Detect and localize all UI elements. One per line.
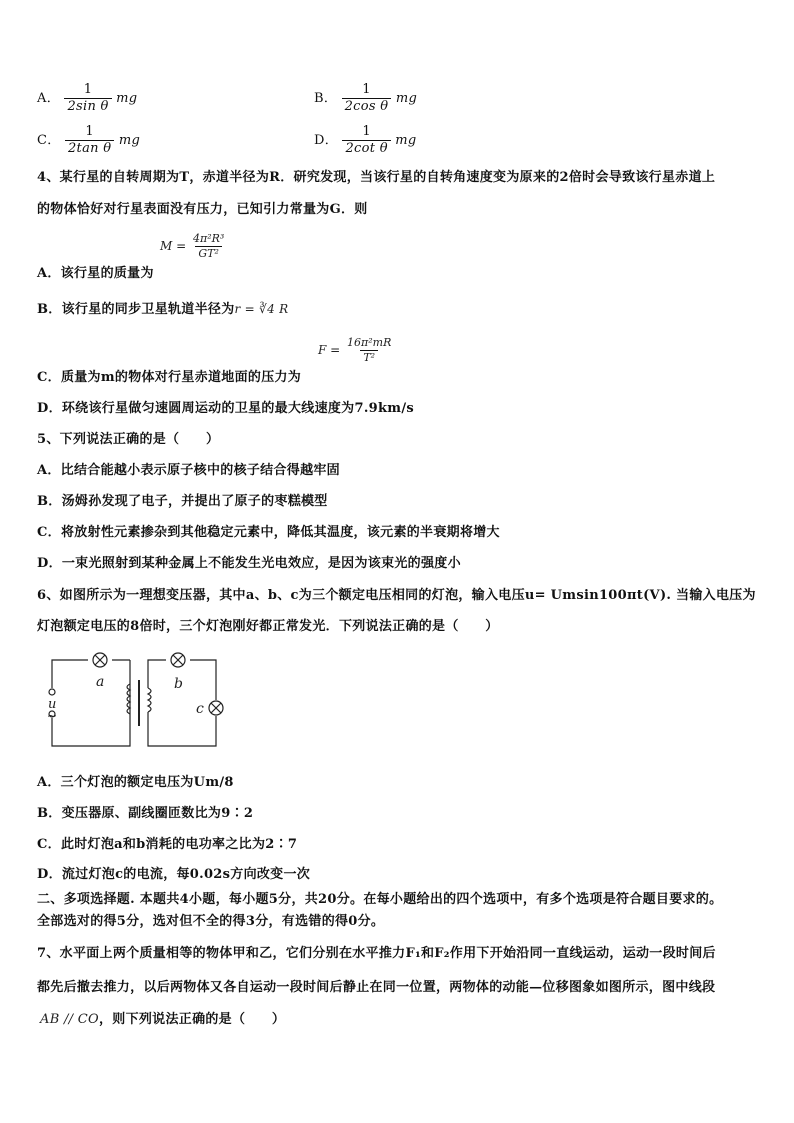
q5-option-a: A．比结合能越小表示原子核中的核子结合得越牢固	[37, 463, 340, 478]
q5-stem: 5、下列说法正确的是（ ）	[37, 432, 220, 447]
q6-option-d: D．流过灯泡c的电流，每0.02s方向改变一次	[37, 867, 311, 882]
q3-option-a: A． $\frac{1}{\text{2sin θ}}$ mg	[37, 82, 138, 114]
q4-option-b: B．该行星的同步卫星轨道半径为r = ∛4 R	[37, 302, 289, 317]
fraction: $\frac{1}{\text{2cos θ}}$	[342, 82, 392, 115]
label-tilde: ~	[47, 709, 58, 723]
q7-line1: 7、水平面上两个质量相等的物体甲和乙，它们分别在水平推力F₁和F₂作用下开始沿同一直线运动，运动一段时间后	[37, 946, 716, 961]
q7-formula: AB // CO	[40, 1012, 99, 1027]
label-c: c	[196, 701, 204, 717]
wire	[148, 660, 166, 688]
q4-b-formula: r = ∛4 R	[234, 302, 289, 316]
secondary-coil-icon	[148, 688, 151, 712]
q3-option-b: B． $\frac{1}{\text{2cos θ}}$ mg	[314, 82, 418, 114]
q4-stem-line2: 的物体恰好对行星表面没有压力，已知引力常量为G．则	[37, 202, 368, 217]
q6-stem-line1: 6、如图所示为一理想变压器，其中a、b、c为三个额定电压相同的灯泡，输入电压u= Umsin100πt(V). 当输入电压为	[37, 588, 756, 603]
wire	[52, 660, 88, 688]
label-a: a	[96, 674, 105, 690]
q6-option-c: C．此时灯泡a和b消耗的电功率之比为2∶7	[37, 837, 298, 852]
wire	[148, 712, 216, 746]
q3-option-d: D． $\frac{1}{\text{2cot θ}}$ mg	[314, 124, 417, 156]
q6-option-a: A．三个灯泡的额定电压为Um/8	[37, 775, 234, 790]
q6-stem-line2: 灯泡额定电压的8倍时，三个灯泡刚好都正常发光．下列说法正确的是（ ）	[37, 619, 499, 634]
q7-line2: 都先后撤去推力，以后两物体又各自运动一段时间后静止在同一位置，两物体的动能—位移图象如图所示，图中线段	[37, 980, 716, 995]
fraction: $\frac{1}{\text{2sin θ}}$	[64, 82, 111, 115]
transformer-circuit-diagram	[40, 650, 230, 752]
lamp-a-icon	[93, 653, 107, 667]
q4-c-formula: F = $\frac{\text{16π²mR}}{\text{T²}}$	[318, 336, 392, 364]
q5-option-b: B．汤姆孙发现了电子，并提出了原子的枣糕模型	[37, 494, 328, 509]
label-u: u	[48, 697, 57, 712]
fraction: $\frac{1}{\text{2cot θ}}$	[342, 124, 390, 157]
fraction: $\frac{1}{\text{2tan θ}}$	[65, 124, 114, 157]
option-label: A．	[37, 91, 60, 106]
q6-option-b: B．变压器原、副线圈匝数比为9∶2	[37, 806, 254, 821]
option-label: D．	[314, 133, 339, 148]
lamp-c-icon	[209, 701, 223, 715]
terminal-icon	[49, 689, 55, 695]
q4-option-c: C．质量为m的物体对行星赤道地面的压力为	[37, 370, 302, 385]
q4-a-formula: M = $\frac{\text{4π²R³}}{\text{GT²}}$	[160, 232, 225, 260]
q4-option-a: A．该行星的质量为	[37, 266, 154, 281]
lamp-b-icon	[171, 653, 185, 667]
option-label: C．	[37, 133, 61, 148]
q7-line3: AB // CO，则下列说法正确的是（ ）	[40, 1012, 286, 1027]
q4-option-d: D．环绕该行星做匀速圆周运动的卫星的最大线速度为7.9km/s	[37, 401, 415, 416]
q4-stem-line1: 4、某行星的自转周期为T，赤道半径为R．研究发现，当该行星的自转角速度变为原来的2倍时会导致该行星赤道上	[37, 170, 716, 185]
label-b: b	[174, 676, 183, 692]
section2-header-line1: 二、多项选择题. 本题共4小题，每小题5分，共20分。在每小题给出的四个选项中，有多个选项是符合题目要求的。	[37, 892, 723, 907]
wire	[190, 660, 216, 700]
q5-option-c: C．将放射性元素掺杂到其他稳定元素中，降低其温度，该元素的半衰期将增大	[37, 525, 500, 540]
q5-option-d: D．一束光照射到某种金属上不能发生光电效应，是因为该束光的强度小	[37, 556, 461, 571]
section2-header-line2: 全部选对的得5分，选对但不全的得3分，有选错的得0分。	[37, 914, 385, 929]
wire	[52, 660, 130, 746]
option-label: B．	[314, 91, 338, 106]
q3-option-c: C． $\frac{1}{\text{2tan θ}}$ mg	[37, 124, 141, 156]
